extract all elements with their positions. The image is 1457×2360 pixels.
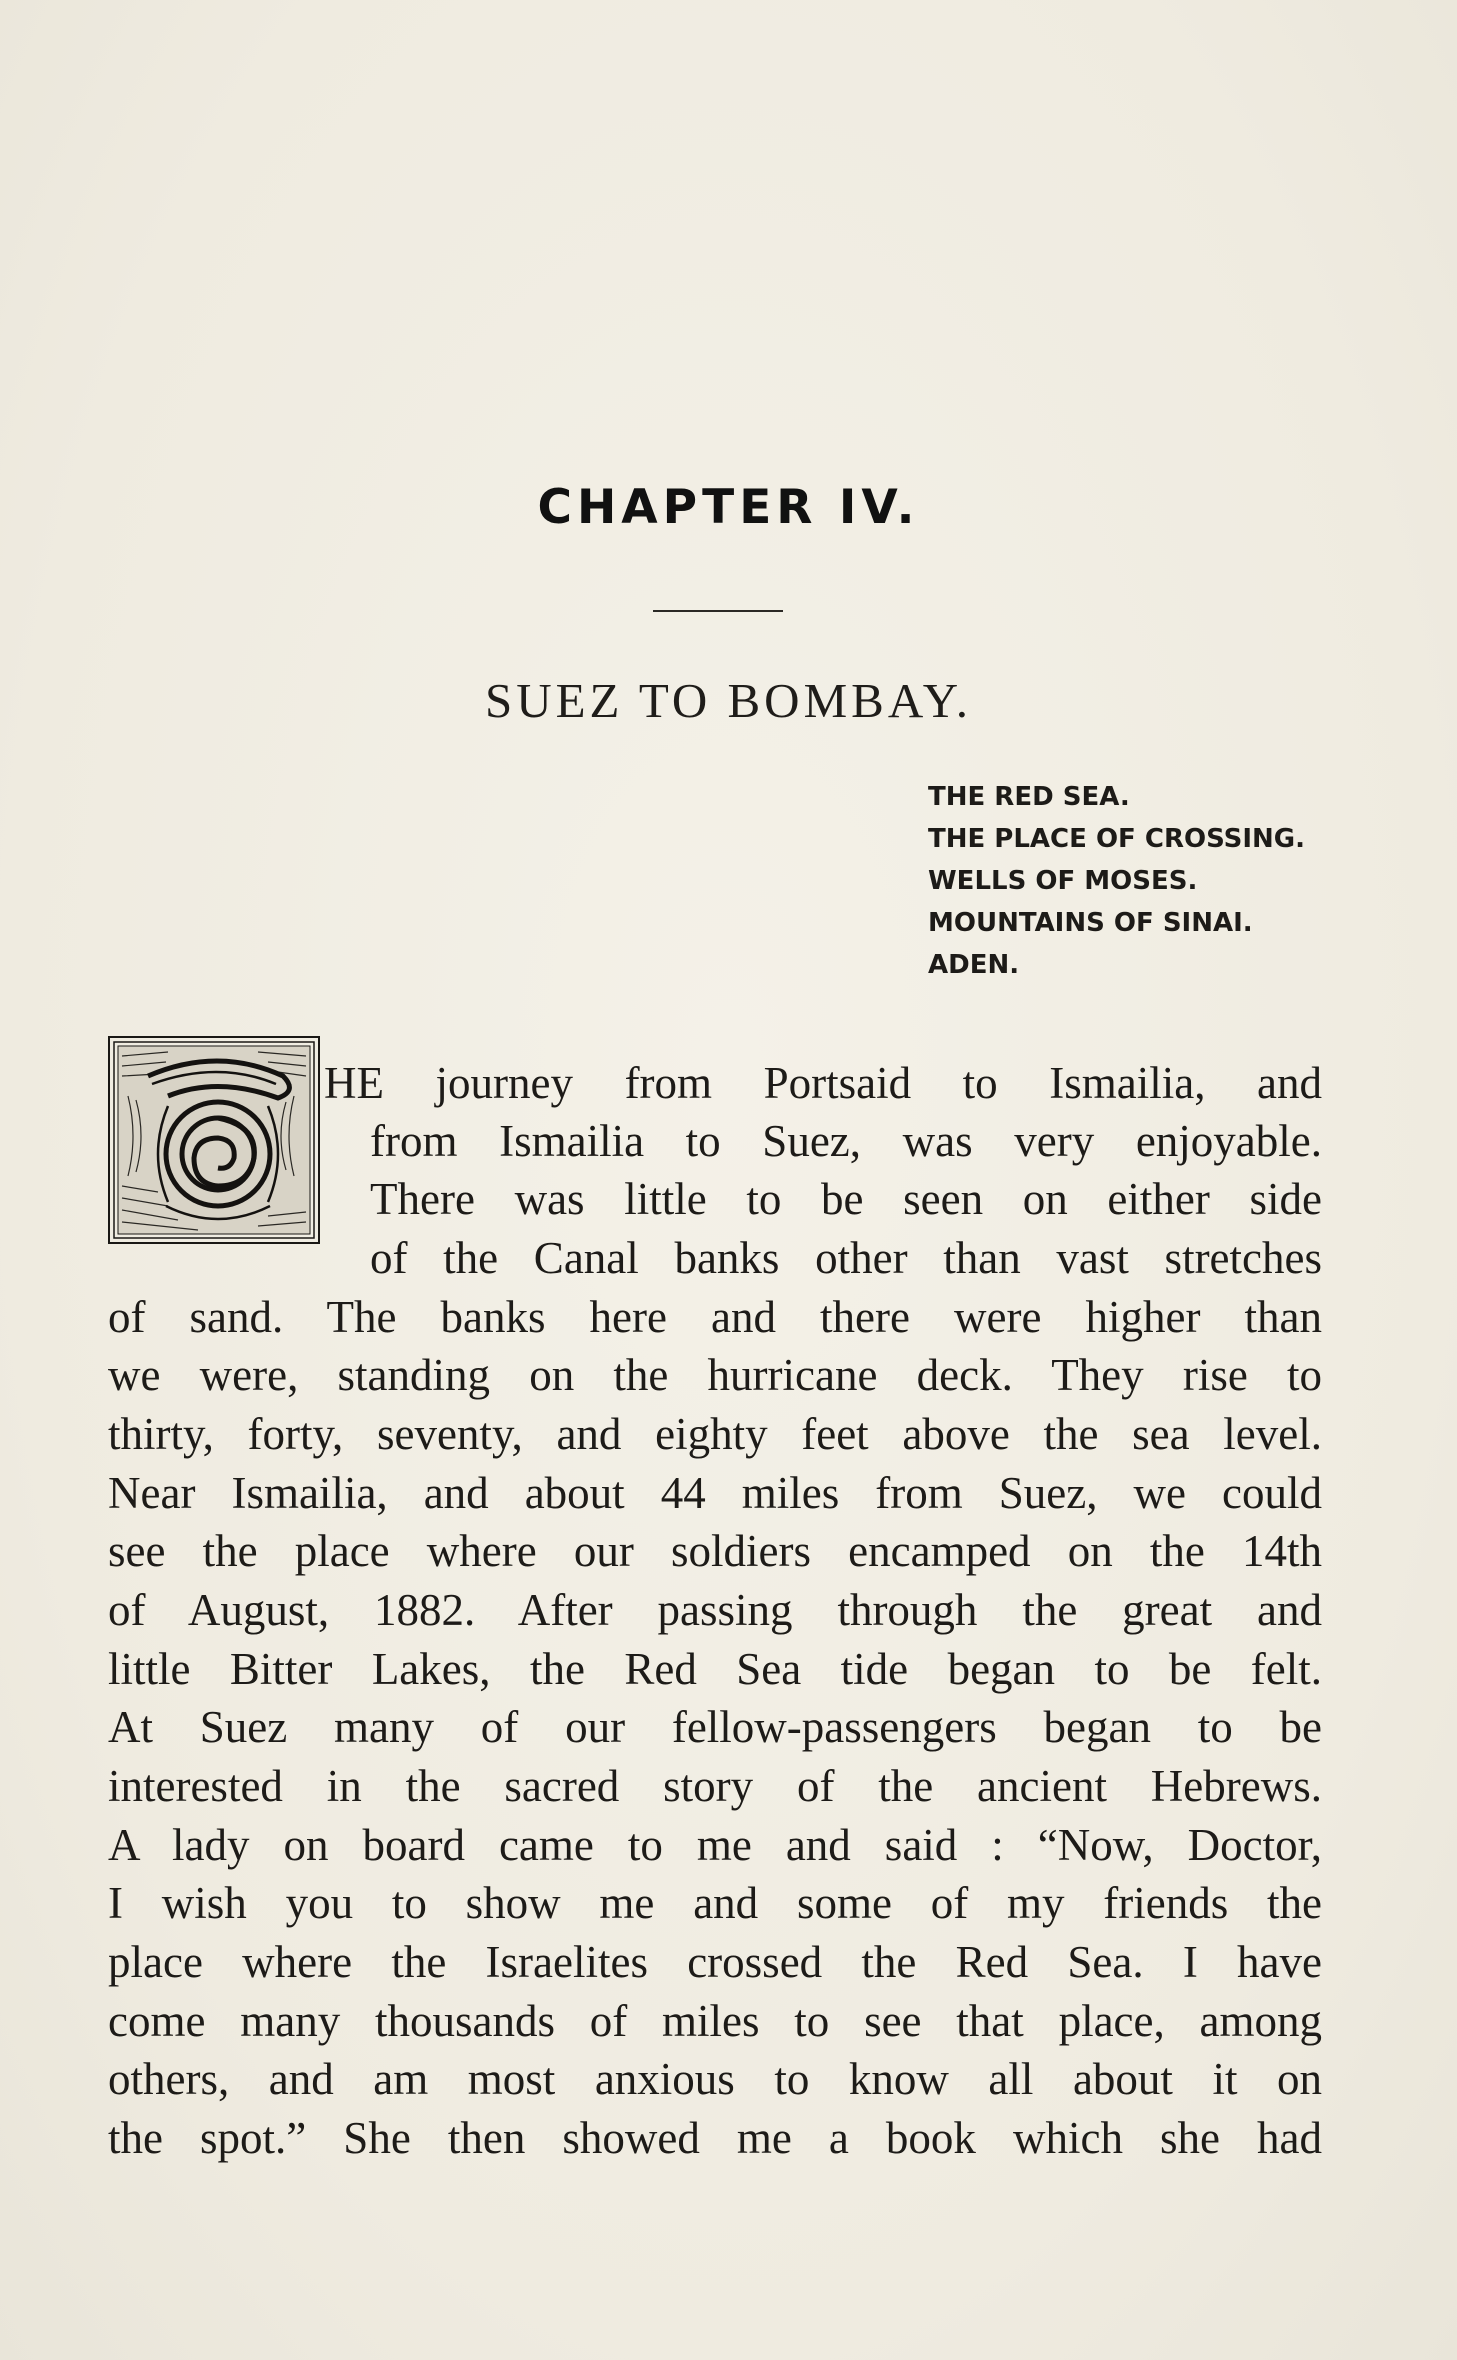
- body-line: the spot.” She then showed me a book which she had: [108, 2113, 1322, 2163]
- title-divider: [653, 610, 783, 612]
- body-line: come many thousands of miles to see that place, among: [108, 1996, 1322, 2046]
- dropcap-letter: T: [213, 1100, 215, 1101]
- chapter-heading: CHAPTER IV.: [537, 480, 920, 535]
- body-line: from Ismailia to Suez, was very enjoyable.: [370, 1116, 1322, 1166]
- body-line: At Suez many of our fellow-passengers began to be: [108, 1702, 1322, 1752]
- body-line: There was little to be seen on either side: [370, 1174, 1322, 1224]
- topic-item: ADEN.: [928, 950, 1020, 980]
- body-line: we were, standing on the hurricane deck. They rise to: [108, 1350, 1322, 1400]
- body-line: thirty, forty, seventy, and eighty feet above the sea level.: [108, 1409, 1322, 1459]
- topic-item: MOUNTAINS OF SINAI.: [928, 908, 1253, 938]
- body-line: interested in the sacred story of the ancient Hebrews.: [108, 1761, 1322, 1811]
- topic-item: THE PLACE OF CROSSING.: [928, 824, 1305, 854]
- ornamental-initial-icon: [108, 1036, 320, 1244]
- body-line: Near Ismailia, and about 44 miles from Suez, we could: [108, 1468, 1322, 1518]
- body-line: of sand. The banks here and there were higher than: [108, 1292, 1322, 1342]
- body-line: A lady on board came to me and said : “Now, Doctor,: [108, 1820, 1322, 1870]
- body-line: I wish you to show me and some of my friends the: [108, 1878, 1322, 1928]
- chapter-topics: [928, 776, 1305, 986]
- topic-item: THE RED SEA.: [928, 782, 1130, 812]
- body-line: place where the Israelites crossed the Red Sea. I have: [108, 1937, 1322, 1987]
- body-line: HE journey from Portsaid to Ismailia, and: [324, 1058, 1322, 1108]
- body-line: of the Canal banks other than vast stretches: [370, 1233, 1322, 1283]
- body-line: of August, 1882. After passing through the great and: [108, 1585, 1322, 1635]
- chapter-title: SUEZ TO BOMBAY.: [484, 673, 973, 728]
- body-line: others, and am most anxious to know all about it on: [108, 2054, 1322, 2104]
- body-line: see the place where our soldiers encamped on the 14th: [108, 1526, 1322, 1576]
- topic-item: WELLS OF MOSES.: [928, 866, 1198, 896]
- body-line: little Bitter Lakes, the Red Sea tide began to be felt.: [108, 1644, 1322, 1694]
